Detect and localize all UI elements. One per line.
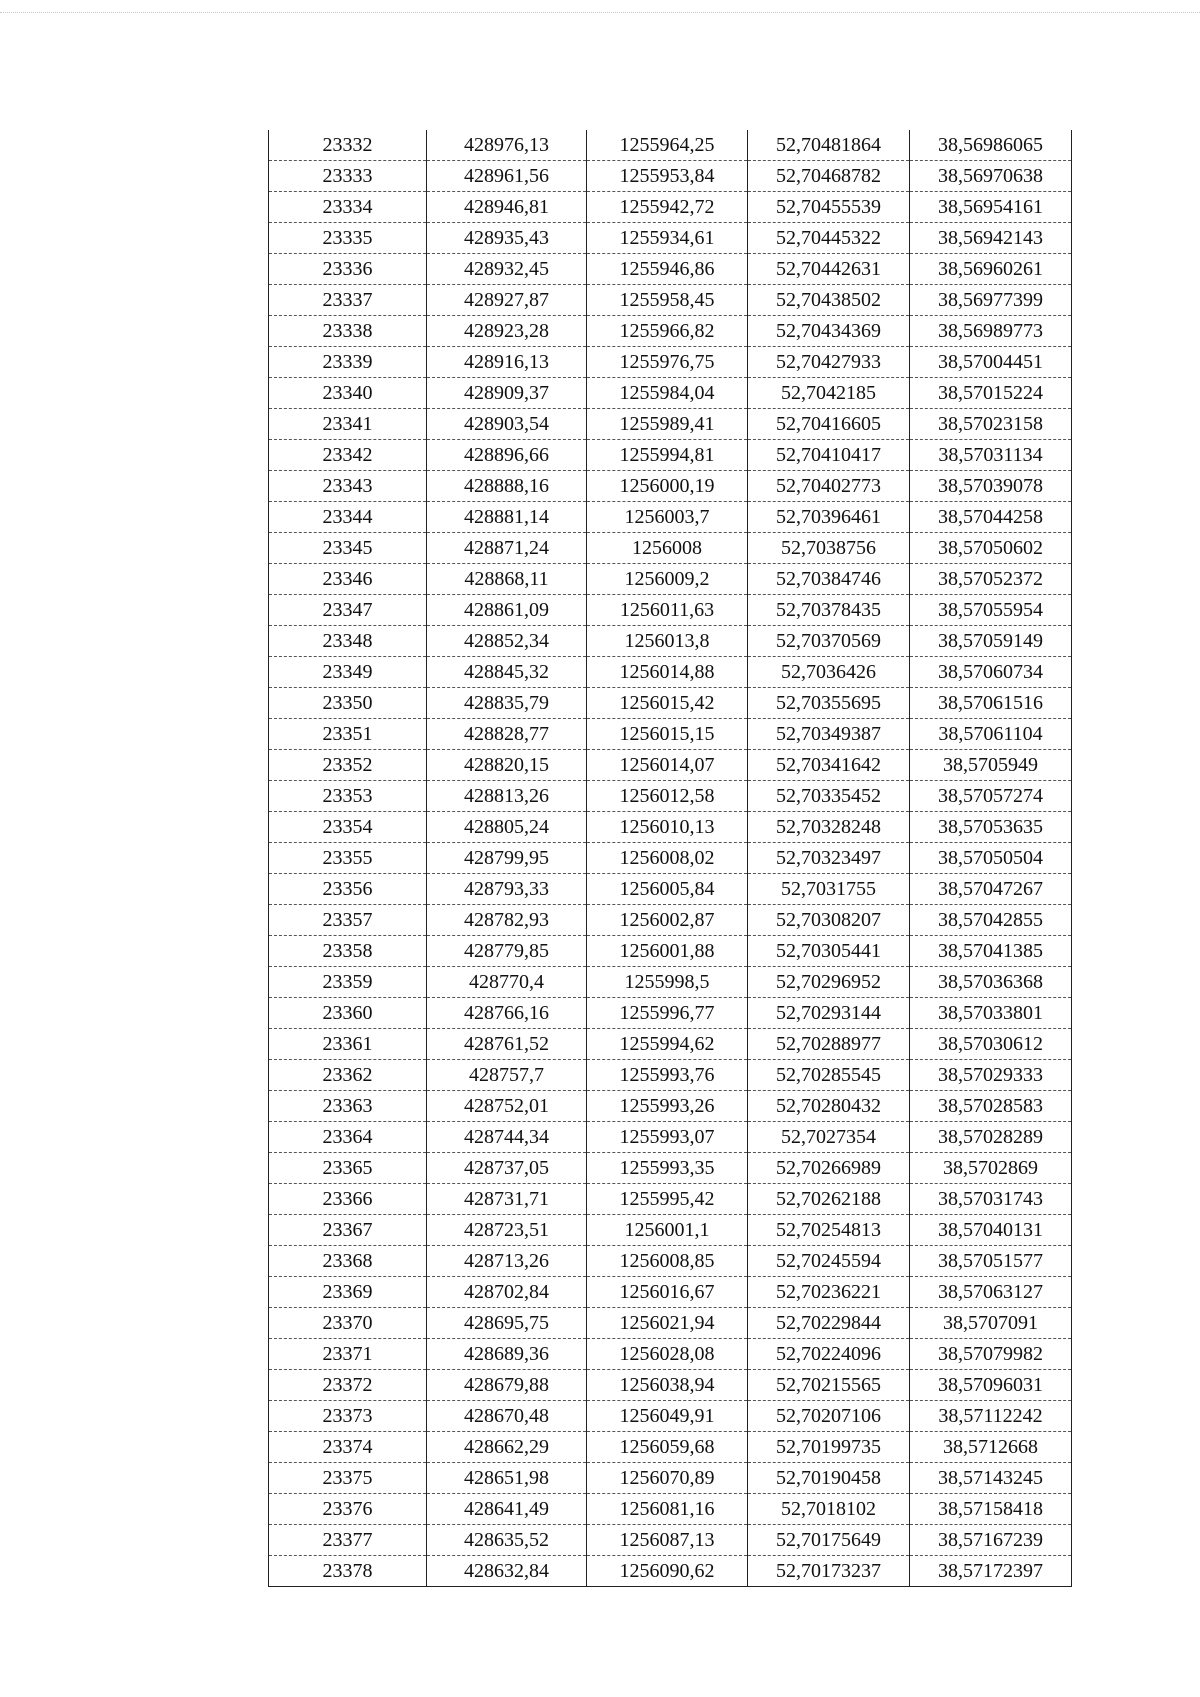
latitude-cell: 52,70229844	[748, 1308, 910, 1339]
y-coordinate-cell: 1255964,25	[587, 130, 748, 161]
latitude-cell: 52,70335452	[748, 781, 910, 812]
table-row	[269, 254, 1072, 285]
table-row	[269, 843, 1072, 874]
point-number-cell: 23364	[269, 1122, 427, 1153]
table-row	[269, 1432, 1072, 1463]
y-coordinate-cell: 1255989,41	[587, 409, 748, 440]
y-coordinate-cell: 1255995,42	[587, 1184, 748, 1215]
x-coordinate-cell: 428744,34	[427, 1122, 587, 1153]
table-row	[269, 1556, 1072, 1587]
table-row	[269, 192, 1072, 223]
y-coordinate-cell: 1255953,84	[587, 161, 748, 192]
y-coordinate-cell: 1256000,19	[587, 471, 748, 502]
point-number-cell: 23342	[269, 440, 427, 471]
latitude-cell: 52,7042185	[748, 378, 910, 409]
y-coordinate-cell: 1256008	[587, 533, 748, 564]
x-coordinate-cell: 428761,52	[427, 1029, 587, 1060]
longitude-cell: 38,57028583	[910, 1091, 1072, 1122]
latitude-cell: 52,70481864	[748, 130, 910, 161]
y-coordinate-cell: 1256021,94	[587, 1308, 748, 1339]
y-coordinate-cell: 1255946,86	[587, 254, 748, 285]
table-row	[269, 1370, 1072, 1401]
point-number-cell: 23340	[269, 378, 427, 409]
table-row	[269, 998, 1072, 1029]
point-number-cell: 23343	[269, 471, 427, 502]
point-number-cell: 23348	[269, 626, 427, 657]
longitude-cell: 38,56977399	[910, 285, 1072, 316]
latitude-cell: 52,70410417	[748, 440, 910, 471]
longitude-cell: 38,57172397	[910, 1556, 1072, 1587]
longitude-cell: 38,56989773	[910, 316, 1072, 347]
x-coordinate-cell: 428635,52	[427, 1525, 587, 1556]
longitude-cell: 38,5712668	[910, 1432, 1072, 1463]
x-coordinate-cell: 428835,79	[427, 688, 587, 719]
longitude-cell: 38,57042855	[910, 905, 1072, 936]
x-coordinate-cell: 428632,84	[427, 1556, 587, 1587]
longitude-cell: 38,57055954	[910, 595, 1072, 626]
x-coordinate-cell: 428793,33	[427, 874, 587, 905]
longitude-cell: 38,57050602	[910, 533, 1072, 564]
latitude-cell: 52,7031755	[748, 874, 910, 905]
table-row	[269, 812, 1072, 843]
point-number-cell: 23335	[269, 223, 427, 254]
x-coordinate-cell: 428757,7	[427, 1060, 587, 1091]
latitude-cell: 52,70468782	[748, 161, 910, 192]
point-number-cell: 23355	[269, 843, 427, 874]
longitude-cell: 38,57039078	[910, 471, 1072, 502]
x-coordinate-cell: 428679,88	[427, 1370, 587, 1401]
x-coordinate-cell: 428935,43	[427, 223, 587, 254]
x-coordinate-cell: 428805,24	[427, 812, 587, 843]
longitude-cell: 38,57158418	[910, 1494, 1072, 1525]
point-number-cell: 23337	[269, 285, 427, 316]
point-number-cell: 23376	[269, 1494, 427, 1525]
y-coordinate-cell: 1255993,76	[587, 1060, 748, 1091]
latitude-cell: 52,70296952	[748, 967, 910, 998]
table-row	[269, 564, 1072, 595]
table-row	[269, 502, 1072, 533]
table-row	[269, 1339, 1072, 1370]
table-row	[269, 378, 1072, 409]
y-coordinate-cell: 1255993,26	[587, 1091, 748, 1122]
y-coordinate-cell: 1256010,13	[587, 812, 748, 843]
x-coordinate-cell: 428713,26	[427, 1246, 587, 1277]
latitude-cell: 52,7038756	[748, 533, 910, 564]
latitude-cell: 52,70224096	[748, 1339, 910, 1370]
x-coordinate-cell: 428976,13	[427, 130, 587, 161]
longitude-cell: 38,57079982	[910, 1339, 1072, 1370]
x-coordinate-cell: 428731,71	[427, 1184, 587, 1215]
latitude-cell: 52,70355695	[748, 688, 910, 719]
longitude-cell: 38,57050504	[910, 843, 1072, 874]
point-number-cell: 23350	[269, 688, 427, 719]
table-row	[269, 1153, 1072, 1184]
table-row	[269, 657, 1072, 688]
longitude-cell: 38,56986065	[910, 130, 1072, 161]
y-coordinate-cell: 1256070,89	[587, 1463, 748, 1494]
x-coordinate-cell: 428896,66	[427, 440, 587, 471]
longitude-cell: 38,57112242	[910, 1401, 1072, 1432]
table-row	[269, 347, 1072, 378]
point-number-cell: 23352	[269, 750, 427, 781]
point-number-cell: 23363	[269, 1091, 427, 1122]
latitude-cell: 52,70427933	[748, 347, 910, 378]
latitude-cell: 52,70236221	[748, 1277, 910, 1308]
table-row	[269, 781, 1072, 812]
x-coordinate-cell: 428723,51	[427, 1215, 587, 1246]
latitude-cell: 52,70254813	[748, 1215, 910, 1246]
x-coordinate-cell: 428909,37	[427, 378, 587, 409]
latitude-cell: 52,70349387	[748, 719, 910, 750]
y-coordinate-cell: 1255996,77	[587, 998, 748, 1029]
latitude-cell: 52,70288977	[748, 1029, 910, 1060]
y-coordinate-cell: 1256087,13	[587, 1525, 748, 1556]
table-row	[269, 750, 1072, 781]
y-coordinate-cell: 1255942,72	[587, 192, 748, 223]
x-coordinate-cell: 428845,32	[427, 657, 587, 688]
longitude-cell: 38,57061104	[910, 719, 1072, 750]
y-coordinate-cell: 1255994,81	[587, 440, 748, 471]
y-coordinate-cell: 1255998,5	[587, 967, 748, 998]
table-row	[269, 1060, 1072, 1091]
y-coordinate-cell: 1255993,35	[587, 1153, 748, 1184]
x-coordinate-cell: 428813,26	[427, 781, 587, 812]
x-coordinate-cell: 428737,05	[427, 1153, 587, 1184]
table-row	[269, 1215, 1072, 1246]
latitude-cell: 52,70378435	[748, 595, 910, 626]
table-row	[269, 936, 1072, 967]
latitude-cell: 52,70175649	[748, 1525, 910, 1556]
table-row	[269, 130, 1072, 161]
table-row	[269, 1122, 1072, 1153]
x-coordinate-cell: 428916,13	[427, 347, 587, 378]
table-row	[269, 595, 1072, 626]
x-coordinate-cell: 428670,48	[427, 1401, 587, 1432]
longitude-cell: 38,57051577	[910, 1246, 1072, 1277]
longitude-cell: 38,57004451	[910, 347, 1072, 378]
latitude-cell: 52,70370569	[748, 626, 910, 657]
y-coordinate-cell: 1256015,15	[587, 719, 748, 750]
x-coordinate-cell: 428782,93	[427, 905, 587, 936]
longitude-cell: 38,57015224	[910, 378, 1072, 409]
point-number-cell: 23378	[269, 1556, 427, 1587]
point-number-cell: 23341	[269, 409, 427, 440]
table-row	[269, 285, 1072, 316]
latitude-cell: 52,70285545	[748, 1060, 910, 1091]
y-coordinate-cell: 1255976,75	[587, 347, 748, 378]
point-number-cell: 23374	[269, 1432, 427, 1463]
y-coordinate-cell: 1256003,7	[587, 502, 748, 533]
table-row	[269, 161, 1072, 192]
point-number-cell: 23366	[269, 1184, 427, 1215]
point-number-cell: 23365	[269, 1153, 427, 1184]
y-coordinate-cell: 1256081,16	[587, 1494, 748, 1525]
table-row	[269, 223, 1072, 254]
table-row	[269, 626, 1072, 657]
y-coordinate-cell: 1256014,88	[587, 657, 748, 688]
point-number-cell: 23367	[269, 1215, 427, 1246]
point-number-cell: 23354	[269, 812, 427, 843]
point-number-cell: 23338	[269, 316, 427, 347]
x-coordinate-cell: 428871,24	[427, 533, 587, 564]
table-row	[269, 1494, 1072, 1525]
longitude-cell: 38,57040131	[910, 1215, 1072, 1246]
latitude-cell: 52,70416605	[748, 409, 910, 440]
point-number-cell: 23369	[269, 1277, 427, 1308]
table-row	[269, 719, 1072, 750]
coordinates-table	[268, 130, 1072, 1587]
longitude-cell: 38,57028289	[910, 1122, 1072, 1153]
scan-edge-line	[0, 12, 1200, 13]
longitude-cell: 38,57047267	[910, 874, 1072, 905]
latitude-cell: 52,70402773	[748, 471, 910, 502]
latitude-cell: 52,70396461	[748, 502, 910, 533]
point-number-cell: 23368	[269, 1246, 427, 1277]
x-coordinate-cell: 428799,95	[427, 843, 587, 874]
x-coordinate-cell: 428820,15	[427, 750, 587, 781]
point-number-cell: 23351	[269, 719, 427, 750]
longitude-cell: 38,57167239	[910, 1525, 1072, 1556]
table-row	[269, 409, 1072, 440]
x-coordinate-cell: 428923,28	[427, 316, 587, 347]
longitude-cell: 38,57030612	[910, 1029, 1072, 1060]
y-coordinate-cell: 1256008,02	[587, 843, 748, 874]
table-row	[269, 1091, 1072, 1122]
y-coordinate-cell: 1256013,8	[587, 626, 748, 657]
x-coordinate-cell: 428852,34	[427, 626, 587, 657]
coordinates-table-body	[269, 130, 1072, 1587]
longitude-cell: 38,57044258	[910, 502, 1072, 533]
point-number-cell: 23373	[269, 1401, 427, 1432]
table-row	[269, 1463, 1072, 1494]
longitude-cell: 38,57143245	[910, 1463, 1072, 1494]
latitude-cell: 52,7018102	[748, 1494, 910, 1525]
y-coordinate-cell: 1255934,61	[587, 223, 748, 254]
latitude-cell: 52,70199735	[748, 1432, 910, 1463]
point-number-cell: 23372	[269, 1370, 427, 1401]
point-number-cell: 23349	[269, 657, 427, 688]
y-coordinate-cell: 1256016,67	[587, 1277, 748, 1308]
point-number-cell: 23375	[269, 1463, 427, 1494]
point-number-cell: 23336	[269, 254, 427, 285]
table-row	[269, 1184, 1072, 1215]
table-row	[269, 905, 1072, 936]
point-number-cell: 23356	[269, 874, 427, 905]
longitude-cell: 38,5707091	[910, 1308, 1072, 1339]
y-coordinate-cell: 1256012,58	[587, 781, 748, 812]
x-coordinate-cell: 428828,77	[427, 719, 587, 750]
x-coordinate-cell: 428946,81	[427, 192, 587, 223]
y-coordinate-cell: 1256028,08	[587, 1339, 748, 1370]
table-row	[269, 874, 1072, 905]
y-coordinate-cell: 1256009,2	[587, 564, 748, 595]
x-coordinate-cell: 428888,16	[427, 471, 587, 502]
latitude-cell: 52,70262188	[748, 1184, 910, 1215]
x-coordinate-cell: 428903,54	[427, 409, 587, 440]
latitude-cell: 52,70384746	[748, 564, 910, 595]
table-row	[269, 533, 1072, 564]
latitude-cell: 52,70190458	[748, 1463, 910, 1494]
point-number-cell: 23353	[269, 781, 427, 812]
x-coordinate-cell: 428689,36	[427, 1339, 587, 1370]
longitude-cell: 38,56954161	[910, 192, 1072, 223]
longitude-cell: 38,57029333	[910, 1060, 1072, 1091]
point-number-cell: 23360	[269, 998, 427, 1029]
y-coordinate-cell: 1255993,07	[587, 1122, 748, 1153]
latitude-cell: 52,7036426	[748, 657, 910, 688]
y-coordinate-cell: 1256005,84	[587, 874, 748, 905]
longitude-cell: 38,56970638	[910, 161, 1072, 192]
longitude-cell: 38,57053635	[910, 812, 1072, 843]
latitude-cell: 52,70207106	[748, 1401, 910, 1432]
x-coordinate-cell: 428695,75	[427, 1308, 587, 1339]
table-row	[269, 471, 1072, 502]
latitude-cell: 52,70445322	[748, 223, 910, 254]
y-coordinate-cell: 1256011,63	[587, 595, 748, 626]
y-coordinate-cell: 1256008,85	[587, 1246, 748, 1277]
x-coordinate-cell: 428702,84	[427, 1277, 587, 1308]
point-number-cell: 23361	[269, 1029, 427, 1060]
y-coordinate-cell: 1255994,62	[587, 1029, 748, 1060]
y-coordinate-cell: 1255966,82	[587, 316, 748, 347]
y-coordinate-cell: 1255984,04	[587, 378, 748, 409]
y-coordinate-cell: 1256002,87	[587, 905, 748, 936]
point-number-cell: 23344	[269, 502, 427, 533]
table-row	[269, 1277, 1072, 1308]
latitude-cell: 52,70434369	[748, 316, 910, 347]
latitude-cell: 52,70455539	[748, 192, 910, 223]
latitude-cell: 52,70308207	[748, 905, 910, 936]
x-coordinate-cell: 428861,09	[427, 595, 587, 626]
table-row	[269, 1525, 1072, 1556]
table-row	[269, 440, 1072, 471]
y-coordinate-cell: 1256038,94	[587, 1370, 748, 1401]
latitude-cell: 52,70173237	[748, 1556, 910, 1587]
x-coordinate-cell: 428651,98	[427, 1463, 587, 1494]
point-number-cell: 23339	[269, 347, 427, 378]
longitude-cell: 38,57036368	[910, 967, 1072, 998]
table-row	[269, 688, 1072, 719]
point-number-cell: 23346	[269, 564, 427, 595]
x-coordinate-cell: 428961,56	[427, 161, 587, 192]
longitude-cell: 38,57057274	[910, 781, 1072, 812]
latitude-cell: 52,70280432	[748, 1091, 910, 1122]
point-number-cell: 23377	[269, 1525, 427, 1556]
point-number-cell: 23347	[269, 595, 427, 626]
longitude-cell: 38,56942143	[910, 223, 1072, 254]
x-coordinate-cell: 428932,45	[427, 254, 587, 285]
point-number-cell: 23371	[269, 1339, 427, 1370]
latitude-cell: 52,70305441	[748, 936, 910, 967]
x-coordinate-cell: 428770,4	[427, 967, 587, 998]
point-number-cell: 23334	[269, 192, 427, 223]
x-coordinate-cell: 428752,01	[427, 1091, 587, 1122]
y-coordinate-cell: 1256059,68	[587, 1432, 748, 1463]
point-number-cell: 23362	[269, 1060, 427, 1091]
latitude-cell: 52,70438502	[748, 285, 910, 316]
longitude-cell: 38,57031134	[910, 440, 1072, 471]
point-number-cell: 23332	[269, 130, 427, 161]
latitude-cell: 52,70215565	[748, 1370, 910, 1401]
longitude-cell: 38,57033801	[910, 998, 1072, 1029]
y-coordinate-cell: 1256090,62	[587, 1556, 748, 1587]
point-number-cell: 23333	[269, 161, 427, 192]
x-coordinate-cell: 428881,14	[427, 502, 587, 533]
y-coordinate-cell: 1256001,1	[587, 1215, 748, 1246]
latitude-cell: 52,70245594	[748, 1246, 910, 1277]
point-number-cell: 23357	[269, 905, 427, 936]
longitude-cell: 38,5705949	[910, 750, 1072, 781]
longitude-cell: 38,57059149	[910, 626, 1072, 657]
longitude-cell: 38,57063127	[910, 1277, 1072, 1308]
longitude-cell: 38,56960261	[910, 254, 1072, 285]
point-number-cell: 23370	[269, 1308, 427, 1339]
x-coordinate-cell: 428868,11	[427, 564, 587, 595]
longitude-cell: 38,57023158	[910, 409, 1072, 440]
longitude-cell: 38,57096031	[910, 1370, 1072, 1401]
x-coordinate-cell: 428779,85	[427, 936, 587, 967]
longitude-cell: 38,57061516	[910, 688, 1072, 719]
latitude-cell: 52,70323497	[748, 843, 910, 874]
latitude-cell: 52,70266989	[748, 1153, 910, 1184]
y-coordinate-cell: 1256014,07	[587, 750, 748, 781]
point-number-cell: 23358	[269, 936, 427, 967]
longitude-cell: 38,5702869	[910, 1153, 1072, 1184]
x-coordinate-cell: 428662,29	[427, 1432, 587, 1463]
table-row	[269, 316, 1072, 347]
table-row	[269, 1029, 1072, 1060]
longitude-cell: 38,57060734	[910, 657, 1072, 688]
latitude-cell: 52,70442631	[748, 254, 910, 285]
x-coordinate-cell: 428766,16	[427, 998, 587, 1029]
x-coordinate-cell: 428641,49	[427, 1494, 587, 1525]
longitude-cell: 38,57031743	[910, 1184, 1072, 1215]
y-coordinate-cell: 1255958,45	[587, 285, 748, 316]
point-number-cell: 23345	[269, 533, 427, 564]
table-row	[269, 1246, 1072, 1277]
point-number-cell: 23359	[269, 967, 427, 998]
latitude-cell: 52,70328248	[748, 812, 910, 843]
latitude-cell: 52,70293144	[748, 998, 910, 1029]
y-coordinate-cell: 1256001,88	[587, 936, 748, 967]
y-coordinate-cell: 1256049,91	[587, 1401, 748, 1432]
longitude-cell: 38,57052372	[910, 564, 1072, 595]
y-coordinate-cell: 1256015,42	[587, 688, 748, 719]
table-row	[269, 1308, 1072, 1339]
latitude-cell: 52,7027354	[748, 1122, 910, 1153]
table-row	[269, 1401, 1072, 1432]
table-row	[269, 967, 1072, 998]
longitude-cell: 38,57041385	[910, 936, 1072, 967]
x-coordinate-cell: 428927,87	[427, 285, 587, 316]
latitude-cell: 52,70341642	[748, 750, 910, 781]
